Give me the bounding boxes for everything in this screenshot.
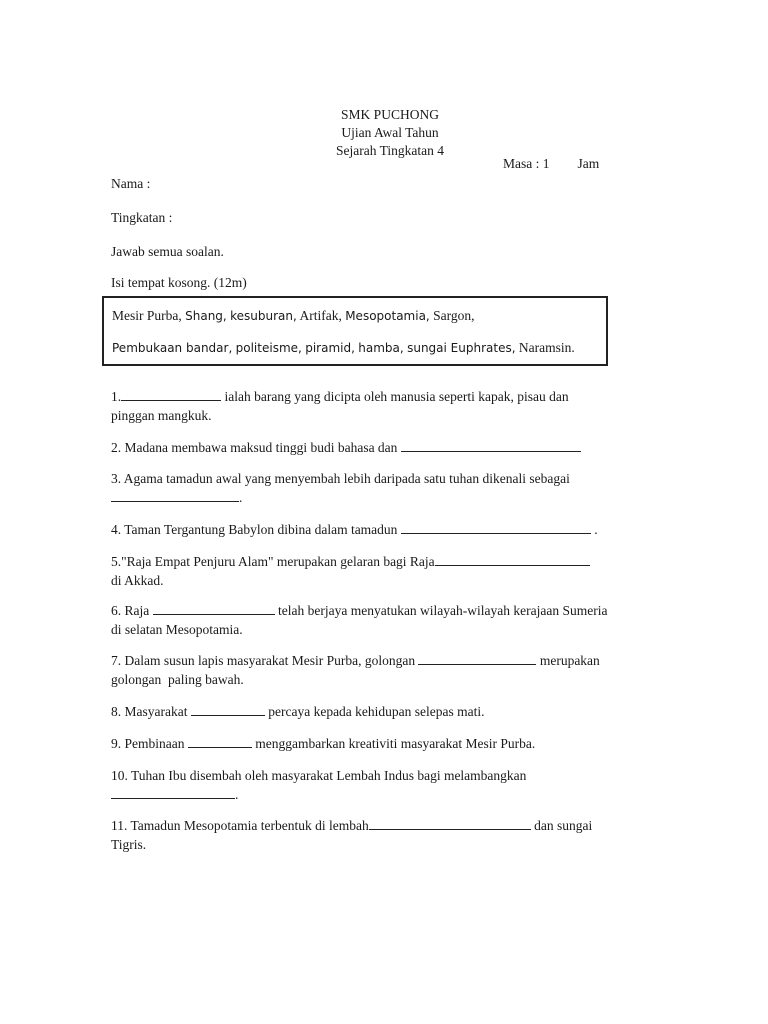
word-bank-item: Sargon, [433,308,475,323]
subject-title: Sejarah Tingkatan 4 [336,143,444,158]
word-bank-item: Naramsin. [518,340,575,355]
answer-blank-10[interactable] [111,786,235,799]
exam-title: Ujian Awal Tahun [341,125,439,140]
name-field: Nama : [111,176,151,191]
answer-blank-5[interactable] [435,553,590,566]
answer-blank-1[interactable] [121,388,221,401]
answer-blank-2[interactable] [401,439,581,452]
word-bank-item: sungai Euphrates, [407,341,516,355]
question-2: 2. Madana membawa maksud tinggi budi bahasa dan [111,438,651,457]
question-7: 7. Dalam susun lapis masyarakat Mesir Purba, golongan merupakan golongan paling bawah. [111,653,600,687]
word-bank-item: Shang, [185,309,227,323]
duration-label: Masa : 1 [503,156,550,171]
word-bank-item: hamba, [358,341,404,355]
answer-blank-8[interactable] [191,703,265,716]
school-name: SMK PUCHONG [341,107,439,122]
question-3: 3. Agama tamadun awal yang menyembah lebih daripada satu tuhan dikenali sebagai . [111,471,570,505]
answer-blank-3[interactable] [111,489,239,502]
word-bank-box [102,296,608,366]
word-bank-item: kesuburan, [230,309,297,323]
word-bank-item: Mesopotamia, [345,309,430,323]
form-field: Tingkatan : [111,210,173,225]
instruction-section: Isi tempat kosong. (12m) [111,275,247,290]
answer-blank-6[interactable] [153,602,275,615]
word-bank-line-1 [112,308,475,324]
question-5: 5."Raja Empat Penjuru Alam" merupakan gelaran bagi Raja di Akkad. [111,552,651,590]
duration-unit: Jam [577,156,600,171]
answer-blank-7[interactable] [418,652,536,665]
word-bank-item: Pembukaan bandar, [112,341,233,355]
question-11: 11. Tamadun Mesopotamia terbentuk di lembah dan sungai Tigris. [111,818,593,852]
answer-blank-11[interactable] [369,817,531,830]
answer-blank-4[interactable] [401,521,591,534]
word-bank-line-2 [112,340,575,356]
word-bank-item: piramid, [305,341,355,355]
instruction-main: Jawab semua soalan. [111,244,224,259]
exam-header [0,106,768,160]
exam-duration [503,156,599,172]
question-10: 10. Tuhan Ibu disembah oleh masyarakat Lembah Indus bagi melambangkan . [111,768,527,802]
question-9: 9. Pembinaan menggambarkan kreativiti masyarakat Mesir Purba. [111,736,536,751]
question-1: 1. ialah barang yang dicipta oleh manusia seperti kapak, pisau dan pinggan mangkuk. [111,389,569,423]
question-8: 8. Masyarakat percaya kepada kehidupan selepas mati. [111,704,485,719]
answer-blank-9[interactable] [188,735,252,748]
question-4: 4. Taman Tergantung Babylon dibina dalam tamadun . [111,522,598,537]
word-bank-item: Mesir Purba, [112,308,182,323]
question-6: 6. Raja telah berjaya menyatukan wilayah-wilayah kerajaan Sumeria di selatan Mesopotamia. [111,603,608,637]
word-bank-item: politeisme, [235,341,302,355]
word-bank-item: Artifak, [299,308,342,323]
